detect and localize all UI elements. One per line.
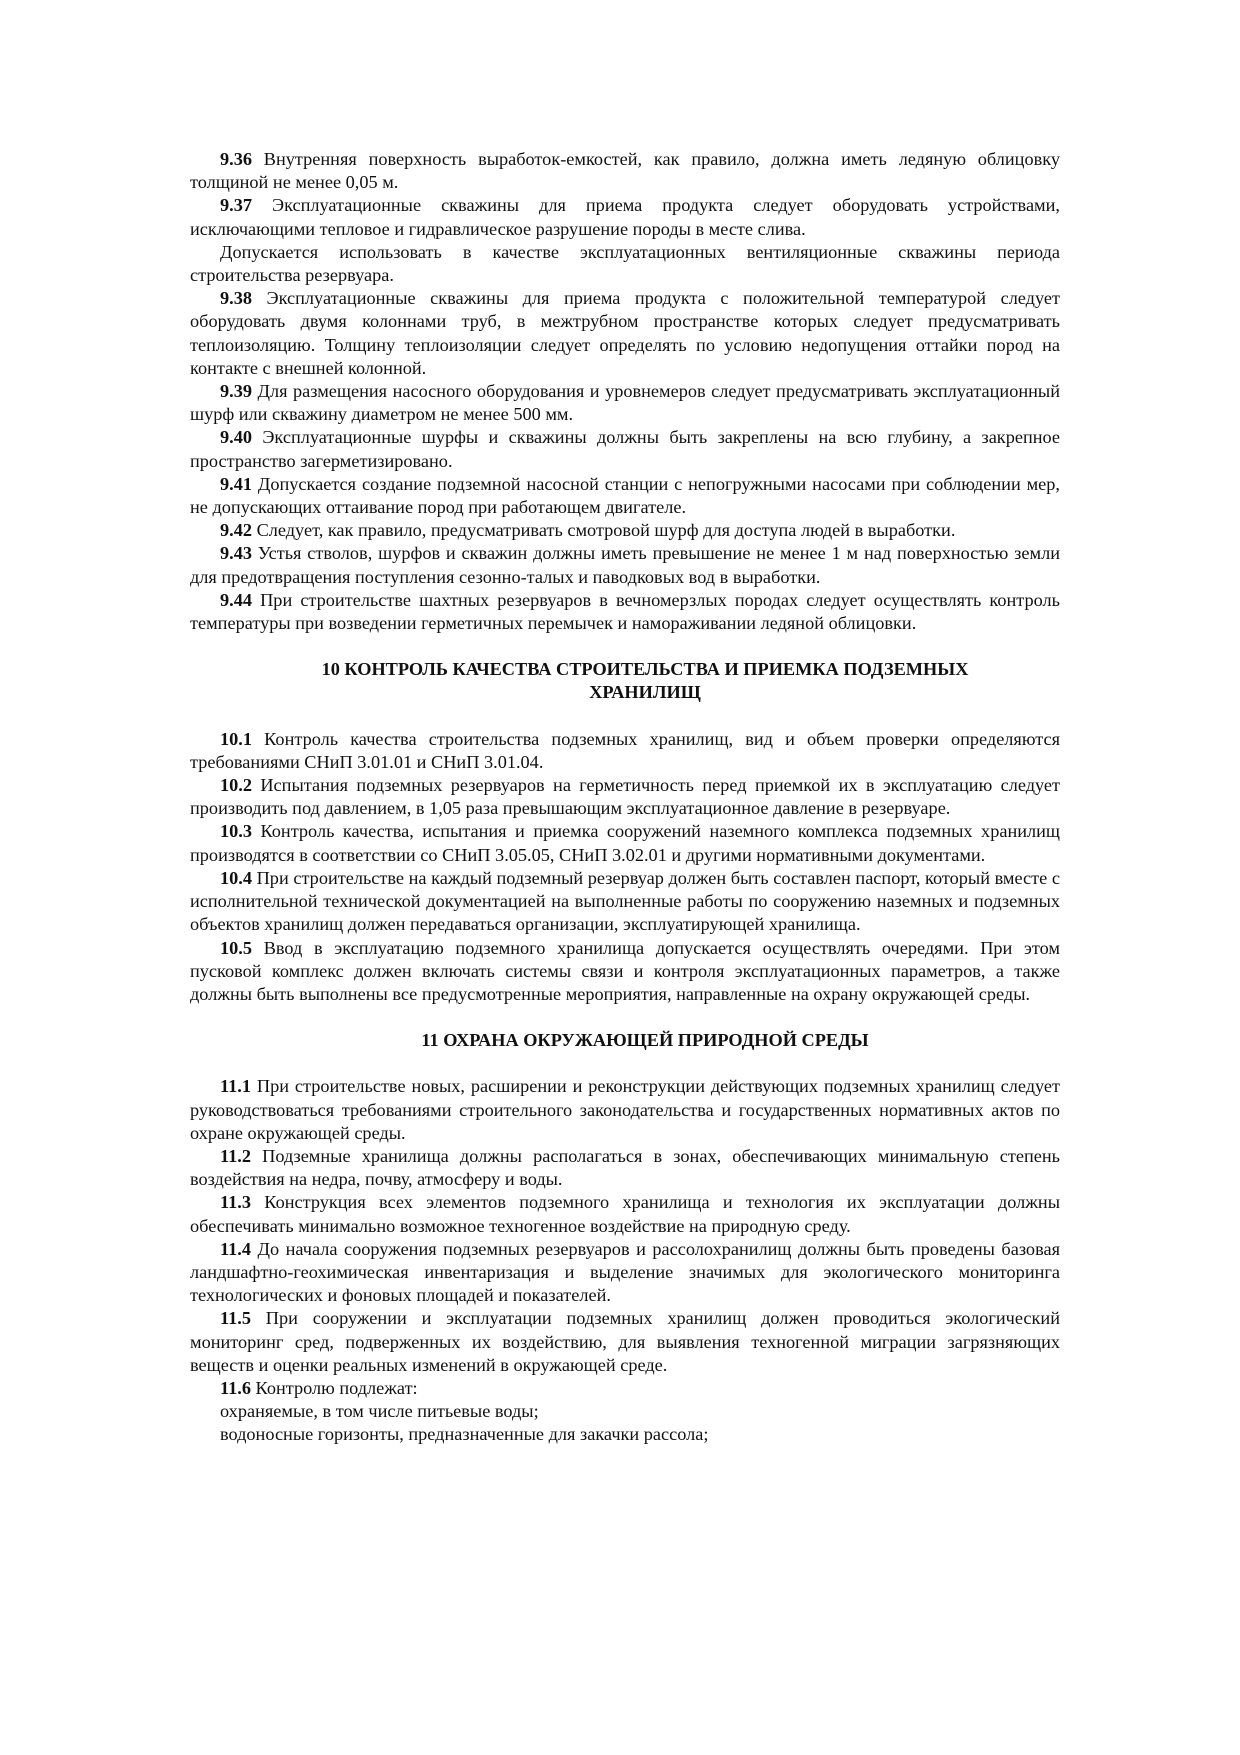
clause-text: охраняемые, в том числе питьевые воды; [220,1401,539,1422]
clause-text: Конструкция всех элементов подземного хранилища и технология их эксплуатации должны обеспечивать минимально возможное техногенное воздействие на природную среду. [190,1192,1060,1236]
paragraph [190,519,1060,542]
paragraph [190,287,1060,380]
heading-line: 10 КОНТРОЛЬ КАЧЕСТВА СТРОИТЕЛЬСТВА И ПРИЕМКА ПОДЗЕМНЫХ [321,659,969,680]
clause-text: Эксплуатационные скважины для приема продукта с положительной температурой следует оборудовать двумя колоннами труб, в межтрубном пространстве которых следует предусматривать теплоизоляцию. Толщину теплоизоляции следует определять по условию недопущения оттайки пород на контакте с внешней колонной. [190,288,1060,378]
clause-number: 10.4 [220,867,252,888]
document-page [190,148,1060,1447]
clause-number: 11.3 [220,1192,251,1213]
paragraph [190,426,1060,472]
heading-line: 11 ОХРАНА ОКРУЖАЮЩЕЙ ПРИРОДНОЙ СРЕДЫ [421,1030,869,1051]
clause-number: 10.1 [220,728,252,749]
clause-text: До начала сооружения подземных резервуаров и рассолохранилищ должны быть проведены базовая ландшафтно-геохимическая инвентаризация и выделение значимых для экологического мониторинга технологических и фоновых площадей и показателей. [190,1238,1060,1306]
section-heading-11 [190,1029,1060,1052]
heading-line: ХРАНИЛИЩ [589,682,701,703]
paragraph [190,937,1060,1007]
clause-text: Подземные хранилища должны располагаться в зонах, обеспечивающих минимальную степень воздействия на недра, почву, атмосферу и воды. [190,1145,1060,1190]
clause-text: Контролю подлежат: [250,1377,418,1398]
clause-text: Контроль качества строительства подземных хранилищ, вид и объем проверки определяются требованиями СНиП 3.01.01 и СНиП 3.01.04. [190,728,1060,772]
paragraph [190,148,1060,194]
clause-number: 9.42 [220,520,252,541]
section-heading-10 [190,658,1060,704]
list-item [190,1423,1060,1446]
paragraph [190,867,1060,937]
clause-number: 9.43 [220,543,252,564]
paragraph [190,1238,1060,1308]
paragraph [190,1377,1060,1400]
clause-text: При строительстве на каждый подземный резервуар должен быть составлен паспорт, который вместе с исполнительной технической документацией на выполненные работы по сооружению наземных и подземных объектов хранилищ должен передаваться организации, эксплуатирующей хранилища. [190,867,1060,935]
section-11 [190,1075,1060,1446]
clause-number: 9.44 [220,589,252,610]
clause-number: 11.2 [220,1145,251,1166]
clause-number: 9.39 [220,381,252,402]
paragraph [190,774,1060,820]
section-9 [190,148,1060,635]
paragraph [190,1075,1060,1145]
paragraph [190,241,1060,287]
paragraph [190,1191,1060,1237]
paragraph [190,542,1060,588]
clause-text: Контроль качества, испытания и приемка сооружений наземного комплекса подземных хранилищ производятся в соответствии со СНиП 3.05.05, СНиП 3.02.01 и другими нормативными документами. [190,821,1060,865]
clause-text: Внутренняя поверхность выработок-емкостей, как правило, должна иметь ледяную облицовку толщиной не менее 0,05 м. [190,149,1060,193]
clause-text: Следует, как правило, предусматривать смотровой шурф для доступа людей в выработки. [252,520,956,541]
clause-text: При строительстве шахтных резервуаров в вечномерзлых породах следует осуществлять контроль температуры при возведении герметичных перемычек и намораживании ледяной облицовки. [190,589,1060,634]
paragraph [190,194,1060,240]
list-item [190,1400,1060,1423]
clause-number: 9.36 [220,149,252,169]
clause-text: Эксплуатационные шурфы и скважины должны быть закреплены на всю глубину, а закрепное пространство загерметизировано. [190,427,1060,471]
clause-text: Эксплуатационные скважины для приема продукта следует оборудовать устройствами, исключающими тепловое и гидравлическое разрушение породы в месте слива. [190,195,1060,239]
clause-text: Для размещения насосного оборудования и уровнемеров следует предусматривать эксплуатационный шурф или скважину диаметром не менее 500 мм. [190,381,1060,425]
clause-number: 10.5 [220,937,252,958]
paragraph [190,728,1060,774]
clause-text: При строительстве новых, расширении и реконструкции действующих подземных хранилищ следует руководствоваться требованиями строительного законодательства и государственных нормативных актов по охране окружающей среды. [190,1076,1060,1143]
clause-number: 9.37 [220,195,252,216]
clause-number: 9.40 [220,427,252,448]
paragraph [190,820,1060,866]
paragraph [190,473,1060,519]
paragraph [190,380,1060,426]
clause-number: 11.4 [220,1238,251,1259]
clause-text: Ввод в эксплуатацию подземного хранилища допускается осуществлять очередями. При этом пусковой комплекс должен включать системы связи и контроля эксплуатационных параметров, а также должны быть выполнены все предусмотренные мероприятия, направленные на охрану окружающей среды. [190,937,1060,1004]
paragraph [190,1145,1060,1191]
clause-text: Испытания подземных резервуаров на герметичность перед приемкой их в эксплуатацию следует производить под давлением, в 1,05 раза превышающим эксплуатационное давление в резервуаре. [190,775,1060,819]
paragraph [190,589,1060,635]
clause-text: водоносные горизонты, предназначенные для закачки рассола; [220,1424,709,1445]
clause-number: 11.6 [220,1377,251,1398]
clause-text: Допускается использовать в качестве эксплуатационных вентиляционные скважины периода строительства резервуара. [190,241,1060,286]
clause-text: Допускается создание подземной насосной станции с непогружными насосами при соблюдении мер, не допускающих оттаивание пород при работающем двигателе. [190,473,1060,518]
clause-number: 9.38 [220,288,252,309]
clause-text: Устья стволов, шурфов и скважин должны иметь превышение не менее 1 м над поверхностью земли для предотвращения поступления сезонно-талых и паводковых вод в выработки. [190,543,1060,587]
clause-number: 11.5 [220,1308,251,1329]
clause-text: При сооружении и эксплуатации подземных хранилищ должен проводиться экологический мониторинг сред, подверженных их воздействию, для выявления техногенной миграции загрязняющих веществ и оценки реальных изменений в окружающей среде. [190,1308,1060,1375]
clause-number: 9.41 [220,473,252,494]
clause-number: 10.2 [220,775,252,796]
clause-number: 10.3 [220,821,252,842]
clause-number: 11.1 [220,1076,251,1097]
section-10 [190,728,1060,1006]
paragraph [190,1307,1060,1377]
